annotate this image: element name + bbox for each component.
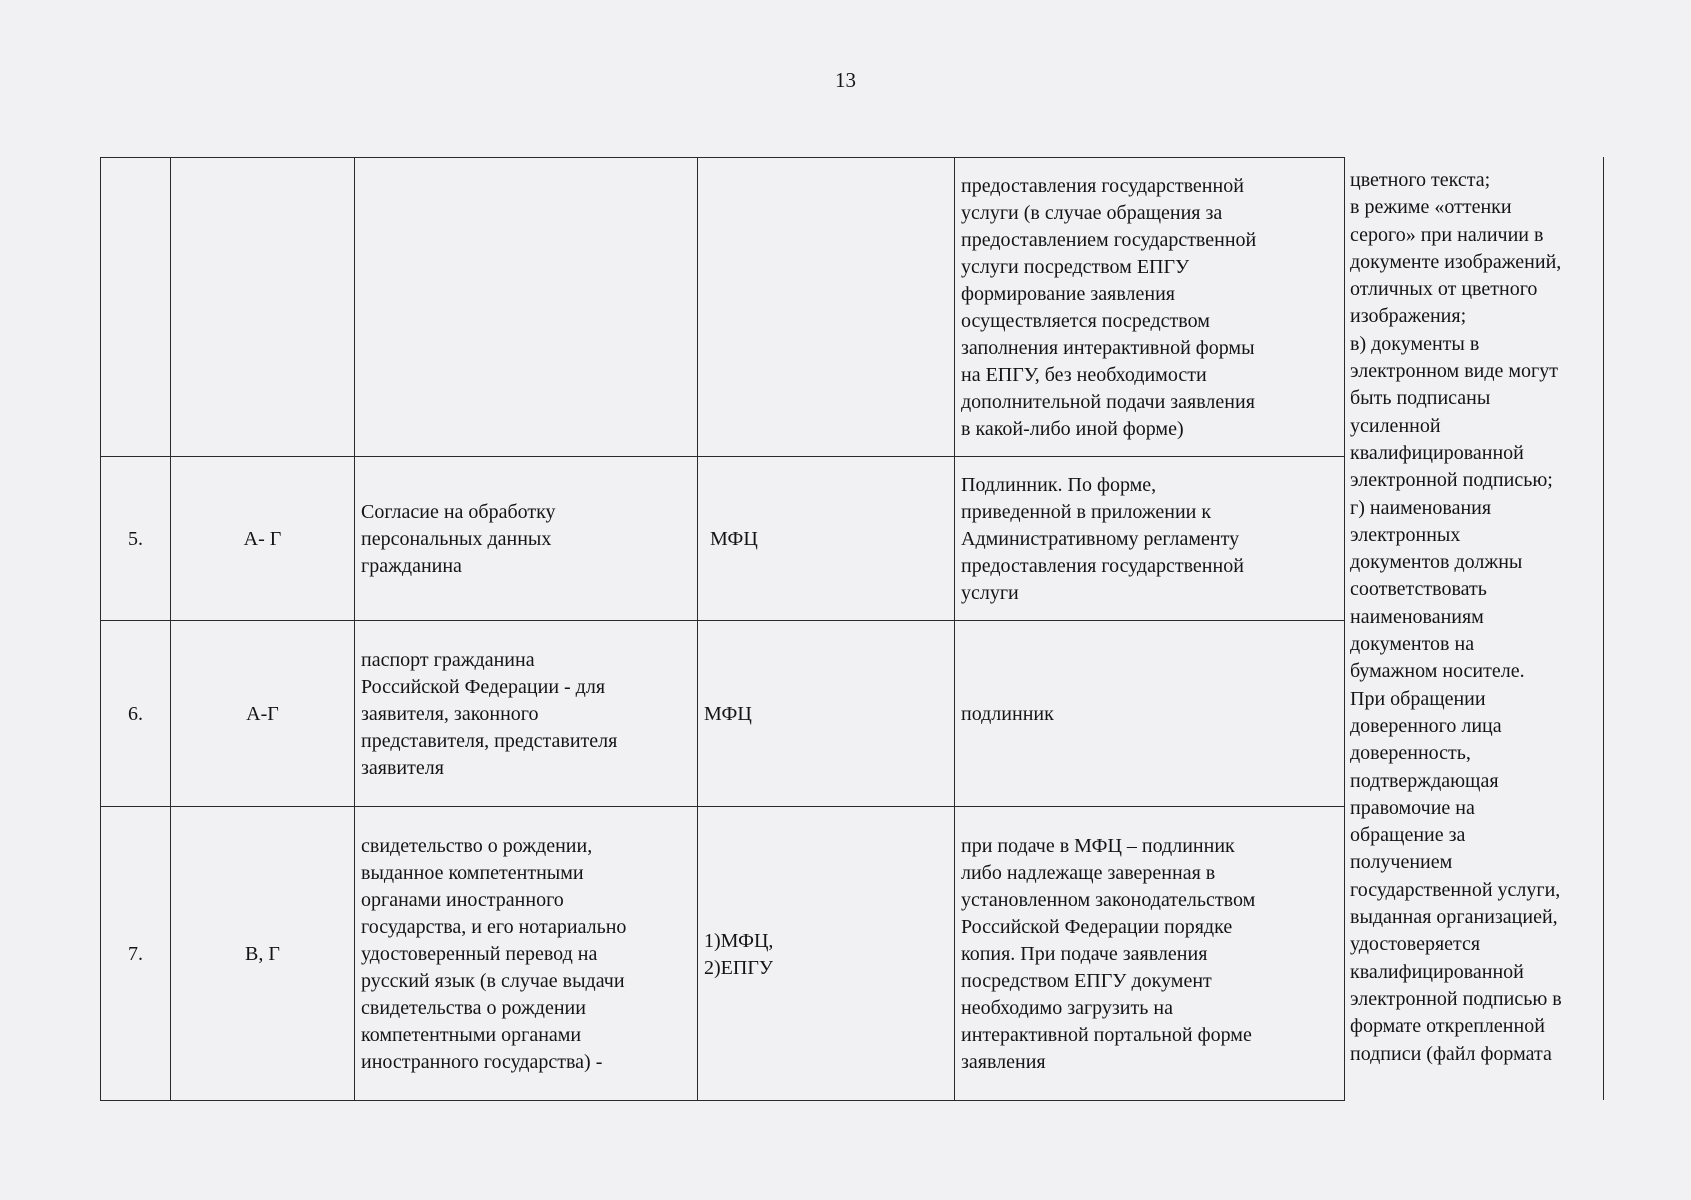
requirements-cell: Подлинник. По форме, приведенной в приложении к Административному регламенту предоставления государственной услуги xyxy=(955,457,1345,621)
document-name-cell xyxy=(355,158,698,457)
submission-place-cell: МФЦ xyxy=(698,457,955,621)
table-row xyxy=(101,158,1345,457)
applicant-category-cell: А-Г xyxy=(171,621,355,807)
row-number-cell xyxy=(101,158,171,457)
applicant-category-cell: В, Г xyxy=(171,807,355,1101)
document-name-cell: Согласие на обработку персональных данных гражданина xyxy=(355,457,698,621)
page-number: 13 xyxy=(835,68,856,92)
applicant-category-cell xyxy=(171,158,355,457)
table-row xyxy=(101,621,1345,807)
submission-place-cell: МФЦ xyxy=(698,621,955,807)
document-name-cell: паспорт гражданина Российской Федерации - для заявителя, законного представителя, представителя заявителя xyxy=(355,621,698,807)
requirements-cell: при подаче в МФЦ – подлинник либо надлежаще заверенная в установленном законодательством Российской Федерации порядке копия. При подаче заявления посредством ЕПГУ документ необходимо загрузить на интерактивной портальной форме заявления xyxy=(955,807,1345,1101)
row-number-cell: 5. xyxy=(101,457,171,621)
electronic-documents-requirements-column: цветного текста; в режиме «оттенки серого» при наличии в документе изображений, отличных от цветного изображения; в) документы в электронном виде могут быть подписаны усиленной квалифицированной электронной подписью; г) наименования электронных документов должны соответствовать наименованиям документов на бумажном носителе. При обращении доверенного лица доверенность, подтверждающая правомочие на обращение за получением государственной услуги, выданная организацией, удостоверяется квалифицированной электронной подписью в формате открепленной подписи (файл формата xyxy=(1344,157,1604,1100)
table-row xyxy=(101,807,1345,1101)
row-number-cell: 6. xyxy=(101,621,171,807)
requirements-cell: предоставления государственной услуги (в случае обращения за предоставлением государственной услуги посредством ЕПГУ формирование заявления осуществляется посредством заполнения интерактивной формы на ЕПГУ, без необходимости дополнительной подачи заявления в какой-либо иной форме) xyxy=(955,158,1345,457)
submission-place-cell xyxy=(698,158,955,457)
row-number-cell: 7. xyxy=(101,807,171,1101)
requirements-cell: подлинник xyxy=(955,621,1345,807)
document-name-cell: свидетельство о рождении, выданное компетентными органами иностранного государства, и его нотариально удостоверенный перевод на русский язык (в случае выдачи свидетельства о рождении компетентными органами иностранного государства) - xyxy=(355,807,698,1101)
applicant-category-cell: А- Г xyxy=(171,457,355,621)
documents-table xyxy=(100,157,1345,1101)
table-row xyxy=(101,457,1345,621)
submission-place-cell: 1)МФЦ, 2)ЕПГУ xyxy=(698,807,955,1101)
